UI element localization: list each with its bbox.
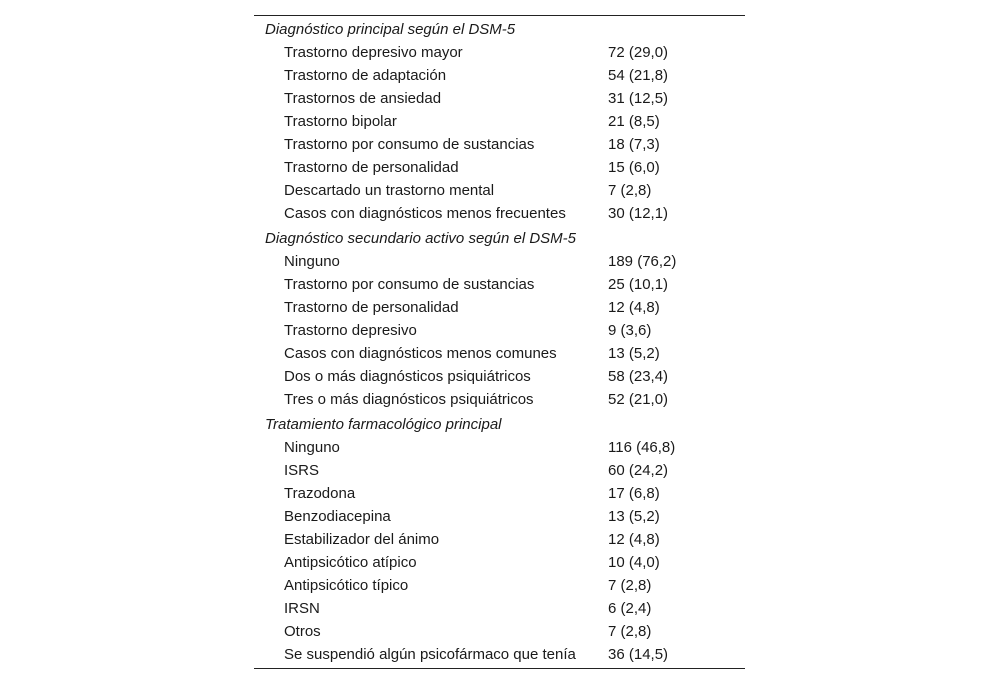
row-value: 52 (21,0): [608, 391, 669, 408]
table-section: [254, 18, 745, 225]
section-title: Diagnóstico secundario activo según el DSM-5: [265, 230, 576, 247]
row-value: 7 (2,8): [608, 577, 652, 594]
table-section: [254, 413, 745, 666]
row-label: Trazodona: [284, 485, 356, 502]
row-value: 7 (2,8): [608, 623, 652, 640]
row-value: 6 (2,4): [608, 600, 652, 617]
table-row: [254, 179, 745, 202]
row-value: 25 (10,1): [608, 276, 669, 293]
row-label: Dos o más diagnósticos psiquiátricos: [284, 368, 531, 385]
row-value: 12 (4,8): [608, 531, 660, 548]
table-section: [254, 227, 745, 411]
row-label: ISRS: [284, 462, 320, 479]
table-row: [254, 482, 745, 505]
row-label: Descartado un trastorno mental: [284, 182, 495, 199]
row-label: Trastorno de personalidad: [284, 299, 459, 316]
row-value: 15 (6,0): [608, 159, 660, 176]
row-label: Trastorno por consumo de sustancias: [284, 136, 535, 153]
table-row: [254, 41, 745, 64]
row-label: Trastorno depresivo: [284, 322, 417, 339]
row-label: Antipsicótico típico: [284, 577, 409, 594]
row-label: Trastorno depresivo mayor: [284, 44, 463, 61]
row-value: 9 (3,6): [608, 322, 652, 339]
row-label: Casos con diagnósticos menos comunes: [284, 345, 557, 362]
table-row: [254, 133, 745, 156]
row-value: 7 (2,8): [608, 182, 652, 199]
table-row: [254, 296, 745, 319]
row-label: Trastornos de ansiedad: [284, 90, 442, 107]
row-label: Antipsicótico atípico: [284, 554, 417, 571]
row-label: Trastorno de adaptación: [284, 67, 447, 84]
table-row: [254, 620, 745, 643]
table-row: [254, 250, 745, 273]
row-label: IRSN: [284, 600, 320, 617]
table-row: [254, 273, 745, 296]
table-row: [254, 156, 745, 179]
table-row: [254, 87, 745, 110]
row-label: Trastorno por consumo de sustancias: [284, 276, 535, 293]
row-value: 17 (6,8): [608, 485, 660, 502]
table-row: [254, 202, 745, 225]
row-label: Ninguno: [284, 439, 340, 456]
row-value: 13 (5,2): [608, 508, 660, 525]
table-row: [254, 528, 745, 551]
row-value: 116 (46,8): [608, 439, 676, 456]
table-row: [254, 459, 745, 482]
row-label: Tres o más diagnósticos psiquiátricos: [284, 391, 534, 408]
row-value: 36 (14,5): [608, 646, 669, 663]
row-label: Trastorno de personalidad: [284, 159, 459, 176]
table-row: [254, 436, 745, 459]
table-row: [254, 319, 745, 342]
table-row: [254, 365, 745, 388]
table-row: [254, 342, 745, 365]
row-value: 54 (21,8): [608, 67, 669, 84]
row-label: Casos con diagnósticos menos frecuentes: [284, 205, 566, 222]
table-row: [254, 574, 745, 597]
row-value: 60 (24,2): [608, 462, 669, 479]
row-label: Estabilizador del ánimo: [284, 531, 440, 548]
row-label: Trastorno bipolar: [284, 113, 397, 130]
row-label: Benzodiacepina: [284, 508, 391, 525]
row-value: 13 (5,2): [608, 345, 660, 362]
table-row: [254, 388, 745, 411]
row-value: 31 (12,5): [608, 90, 669, 107]
row-value: 58 (23,4): [608, 368, 669, 385]
table-row: [254, 643, 745, 666]
section-title: Tratamiento farmacológico principal: [265, 416, 502, 433]
row-value: 21 (8,5): [608, 113, 660, 130]
row-value: 72 (29,0): [608, 44, 669, 61]
row-label: Otros: [284, 623, 321, 640]
row-value: 30 (12,1): [608, 205, 669, 222]
table-row: [254, 597, 745, 620]
table-row: [254, 505, 745, 528]
row-value: 18 (7,3): [608, 136, 660, 153]
row-value: 10 (4,0): [608, 554, 660, 571]
table-row: [254, 64, 745, 87]
data-table: [254, 15, 745, 669]
section-title: Diagnóstico principal según el DSM-5: [265, 21, 516, 38]
table-row: [254, 110, 745, 133]
table-row: [254, 551, 745, 574]
row-value: 189 (76,2): [608, 253, 677, 270]
row-label: Ninguno: [284, 253, 340, 270]
row-value: 12 (4,8): [608, 299, 660, 316]
row-label: Se suspendió algún psicofármaco que tenía: [284, 646, 576, 663]
